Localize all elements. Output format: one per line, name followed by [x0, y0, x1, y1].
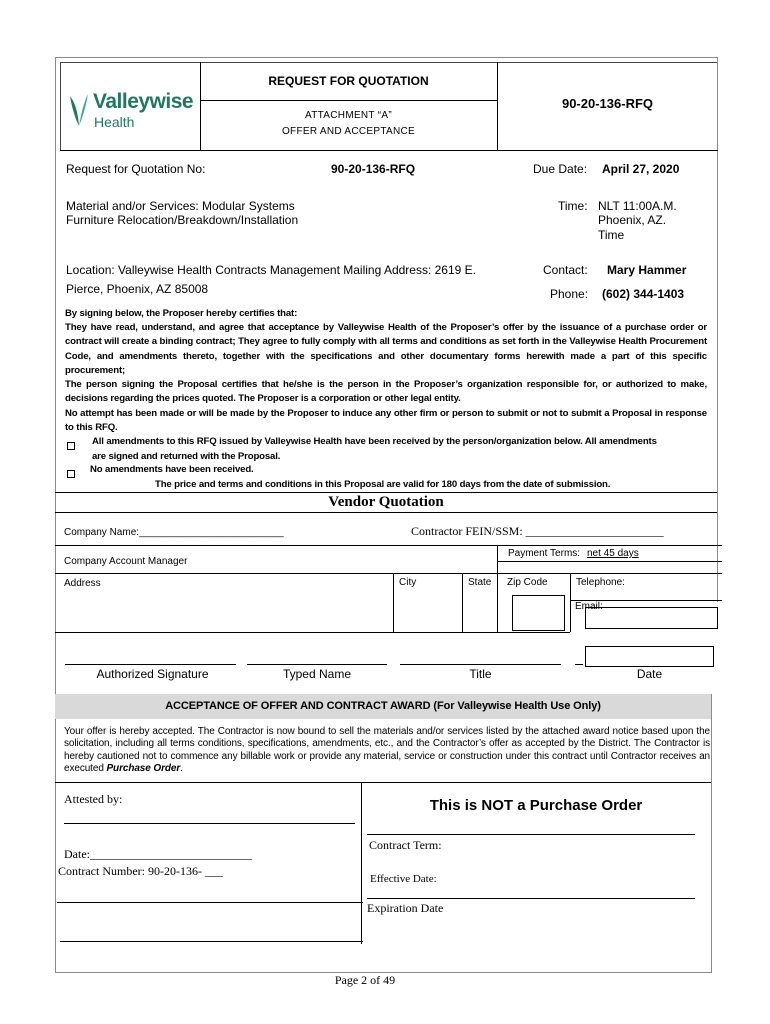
valleywise-logo — [66, 90, 198, 130]
email-input-box[interactable] — [585, 607, 718, 629]
time-value-line1: NLT 11:00A.M. — [598, 199, 677, 213]
typed-name-line[interactable] — [247, 664, 387, 665]
title-label: Title — [469, 667, 492, 681]
amendments-received-text-line1: All amendments to this RFQ issued by Valleywise Health have been received by the person/organization below. All amendments — [92, 436, 657, 447]
not-purchase-order-notice: This is NOT a Purchase Order — [429, 797, 643, 814]
address-field[interactable]: Address — [64, 578, 101, 589]
validity-statement: The price and terms and conditions in this Proposal are valid for 180 days from the date of submission. — [155, 479, 611, 490]
title-line[interactable] — [400, 664, 561, 665]
form-title: REQUEST FOR QUOTATION — [268, 74, 429, 88]
location-line2: Pierce, Phoenix, AZ 85008 — [66, 282, 209, 296]
time-label: Time: — [558, 199, 588, 213]
no-amendments-checkbox[interactable] — [67, 465, 75, 483]
acceptance-text: Your offer is hereby accepted. The Contractor is now bound to sell the materials and/or services listed by the attached award notice based upon the solicitation, including all terms conditions, specifications, amendments, etc., and the Contractor’s offer as accepted by the District. The Contractor is hereby cautioned not to commence any billable work or provide any material, service or construction under this contract until Contractor receives an executed Purchase Order. — [64, 726, 710, 774]
no-amendments-text: No amendments have been received. — [90, 464, 254, 475]
purchase-order-emphasis: Purchase Order — [106, 762, 181, 774]
account-manager-field[interactable]: Company Account Manager — [64, 556, 188, 567]
phone-label: Phone: — [550, 287, 589, 301]
authorized-signature-label: Authorized Signature — [96, 667, 209, 681]
valleywise-v-icon — [66, 92, 92, 128]
contact-value: Mary Hammer — [607, 263, 687, 277]
authorized-signature-line[interactable] — [65, 664, 236, 665]
acceptance-heading: ACCEPTANCE OF OFFER AND CONTRACT AWARD (For Valleywise Health Use Only) — [165, 700, 601, 712]
state-field[interactable]: State — [468, 577, 492, 588]
contract-number-field[interactable]: Contract Number: 90-20-136- ___ — [58, 864, 223, 878]
rfq-number-value: 90-20-136-RFQ — [331, 162, 416, 176]
zip-code-input-box[interactable] — [512, 595, 565, 631]
phone-value: (602) 344-1403 — [602, 287, 685, 301]
rfq-number-label: Request for Quotation No: — [66, 162, 206, 176]
material-services-line1: Material and/or Services: Modular Systems — [66, 199, 295, 213]
date-label: Date — [636, 667, 663, 681]
vendor-quotation-heading: Vendor Quotation — [328, 494, 444, 510]
logo-subtext: Health — [94, 114, 135, 130]
email-field[interactable]: Email: — [575, 601, 603, 612]
logo-text: Valleywise — [93, 90, 194, 113]
attachment-label: ATTACHMENT “A” — [305, 110, 392, 121]
city-field[interactable]: City — [399, 577, 417, 588]
due-date-label: Due Date: — [533, 162, 588, 176]
attested-by-label: Attested by: — [64, 792, 123, 806]
effective-date-label: Effective Date: — [370, 873, 437, 885]
acceptance-date-field[interactable]: Date:___________________________ — [64, 847, 252, 861]
certification-para3: No attempt has been made or will be made by the Proposer to induce any other firm or person to submit or not to submit a Proposal in response to this RFQ. — [65, 408, 707, 434]
typed-name-label: Typed Name — [282, 667, 352, 681]
telephone-field[interactable]: Telephone: — [576, 577, 625, 588]
time-value-line3: Time — [598, 228, 625, 242]
location-line1: Location: Valleywise Health Contracts Management Mailing Address: 2619 E. — [66, 263, 476, 277]
contract-term-label: Contract Term: — [369, 838, 442, 852]
fein-ssm-field[interactable]: Contractor FEIN/SSM: _______________________ — [411, 524, 664, 538]
header-rfq-number: 90-20-136-RFQ — [561, 96, 654, 111]
expiration-date-label: Expiration Date — [367, 901, 444, 915]
company-name-field[interactable]: Company Name:__________________________ — [64, 527, 284, 538]
amendments-received-text-line2: are signed and returned with the Proposal. — [92, 451, 281, 462]
page-number: Page 2 of 49 — [334, 973, 396, 987]
amendments-received-checkbox[interactable] — [67, 437, 75, 455]
date-input-box[interactable] — [585, 646, 714, 667]
attested-by-line[interactable] — [64, 823, 355, 824]
contact-label: Contact: — [543, 263, 588, 277]
due-date-value: April 27, 2020 — [602, 162, 680, 176]
zip-code-field[interactable]: Zip Code — [507, 577, 548, 588]
material-services-line2: Furniture Relocation/Breakdown/Installation — [66, 213, 299, 227]
certification-para1: They have read, understand, and agree that acceptance by Valleywise Health of the Proposer’s offer by the issuance of a purchase order or contract will create a binding contract; They agree to fully comply with all terms and conditions as set forth in the Valleywise Health Procurement Code, and amendments thereto, together with the specifications and other documentary forms herewith made a part of this specific procurement; — [65, 322, 707, 376]
certification-para2: The person signing the Proposal certifies that he/she is the person in the Proposer’s organization responsible for, or authorized to make, decisions regarding the prices quoted. The Proposer is a corporation or other legal entity. — [65, 379, 707, 405]
certification-intro: By signing below, the Proposer hereby certifies that: — [65, 308, 298, 319]
offer-label: OFFER AND ACCEPTANCE — [281, 126, 416, 137]
payment-terms-label: Payment Terms: — [508, 548, 581, 559]
payment-terms-value: net 45 days — [587, 548, 639, 559]
time-value-line2: Phoenix, AZ. — [598, 213, 667, 227]
